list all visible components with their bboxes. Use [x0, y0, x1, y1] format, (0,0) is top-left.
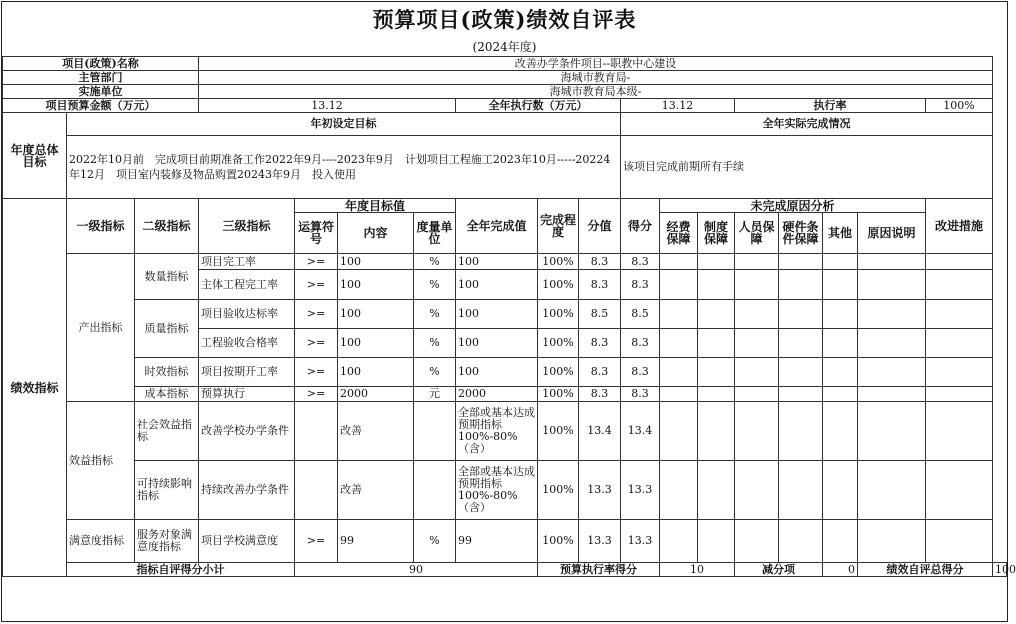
subtotal-value: 90 [295, 563, 538, 577]
l2-social: 社会效益指标 [135, 402, 199, 461]
score-cell: 8.3 [621, 358, 660, 387]
content-cell: 100 [338, 300, 414, 329]
l3-cell: 持续改善办学条件 [199, 461, 295, 520]
info-row-budget [3, 99, 1007, 113]
degree-cell: 100% [538, 358, 579, 387]
unit-cell: % [414, 270, 456, 300]
score-cell: 13.3 [621, 461, 660, 520]
degree-cell: 100% [538, 461, 579, 520]
hdr-content: 内容 [338, 213, 414, 254]
unit-cell: % [414, 520, 456, 563]
op-cell [295, 402, 338, 461]
subtotal-label: 指标自评得分小计 [67, 563, 295, 577]
weight-cell: 13.3 [579, 461, 621, 520]
hdr-r1: 经费保障 [660, 213, 698, 254]
content-cell: 100 [338, 358, 414, 387]
done-cell: 100 [456, 300, 538, 329]
l1-output: 产出指标 [67, 254, 135, 402]
hdr-unit: 度量单位 [414, 213, 456, 254]
score-cell: 13.3 [621, 520, 660, 563]
score-cell: 8.3 [621, 254, 660, 270]
op-cell: >= [295, 270, 338, 300]
l3-cell: 项目验收达标率 [199, 300, 295, 329]
content-cell: 改善 [338, 402, 414, 461]
total-label: 绩效自评总得分 [858, 563, 993, 577]
hdr-r5: 其他 [823, 213, 858, 254]
deduct-value: 0 [823, 563, 858, 577]
content-cell: 100 [338, 329, 414, 358]
weight-cell: 8.3 [579, 329, 621, 358]
info-row-unit [3, 85, 1007, 99]
l1-satisfaction: 满意度指标 [67, 520, 135, 563]
op-cell: >= [295, 358, 338, 387]
evaluation-table [2, 56, 1016, 577]
done-cell: 100 [456, 270, 538, 300]
done-cell: 2000 [456, 387, 538, 402]
l2-sustain: 可持续影响指标 [135, 461, 199, 520]
goal-header-row [3, 113, 1007, 136]
goal-label: 年度总体目标 [3, 113, 67, 199]
hdr-r3: 人员保障 [735, 213, 779, 254]
hdr-reason-group: 未完成原因分析 [660, 199, 926, 213]
budget-label: 项目预算金额（万元） [3, 99, 199, 113]
table-row [3, 387, 1007, 402]
l3-cell: 主体工程完工率 [199, 270, 295, 300]
doc-title: 预算项目(政策)绩效自评表 [372, 7, 637, 32]
done-cell: 100 [456, 358, 538, 387]
total-value: 100 [993, 563, 1007, 577]
degree-cell: 100% [538, 254, 579, 270]
hdr-degree: 完成程度 [538, 199, 579, 254]
score-cell: 13.4 [621, 402, 660, 461]
table-row [3, 520, 1007, 563]
op-cell: >= [295, 254, 338, 270]
deduct-label: 减分项 [735, 563, 823, 577]
weight-cell: 8.3 [579, 254, 621, 270]
hdr-score: 得分 [621, 199, 660, 254]
weight-cell: 8.5 [579, 300, 621, 329]
table-row [3, 461, 1007, 520]
l2-quality: 质量指标 [135, 300, 199, 358]
project-name-label: 项目(政策)名称 [3, 57, 199, 71]
unit-cell: % [414, 358, 456, 387]
perf-label: 绩效指标 [3, 199, 67, 577]
hdr-l2: 二级指标 [135, 199, 199, 254]
doc-year: (2024年度) [472, 40, 537, 54]
hdr-r4: 硬件条件保障 [779, 213, 823, 254]
done-cell: 全部或基本达成预期指标100%-80%（含） [456, 461, 538, 520]
l2-service: 服务对象满意度指标 [135, 520, 199, 563]
weight-cell: 8.3 [579, 387, 621, 402]
dept-value: 海城市教育局- [199, 71, 993, 85]
op-cell: >= [295, 329, 338, 358]
exec-score-label: 预算执行率得分 [538, 563, 660, 577]
goal-content-row [3, 136, 1007, 199]
goal-set-text: 2022年10月前 完成项目前期准备工作2022年9月----2023年9月 计划项目工程施工2023年10月-----20224年12月 项目室内装修及物品购置20243年9月 投入使用 [67, 136, 621, 199]
done-cell: 100 [456, 329, 538, 358]
score-cell: 8.3 [621, 329, 660, 358]
hdr-l1: 一级指标 [67, 199, 135, 254]
done-cell: 全部或基本达成预期指标100%-80%（含） [456, 402, 538, 461]
evaluation-sheet [1, 1, 1016, 622]
weight-cell: 13.4 [579, 402, 621, 461]
hdr-r6: 原因说明 [858, 213, 926, 254]
goal-set-header: 年初设定目标 [67, 113, 621, 136]
unit-value: 海城市教育局本级- [199, 85, 993, 99]
weight-cell: 13.3 [579, 520, 621, 563]
weight-cell: 8.3 [579, 358, 621, 387]
rate-value: 100% [926, 99, 993, 113]
info-row-dept [3, 71, 1007, 85]
dept-label: 主管部门 [3, 71, 199, 85]
table-row [3, 402, 1007, 461]
done-cell: 99 [456, 520, 538, 563]
op-cell: >= [295, 300, 338, 329]
weight-cell: 8.3 [579, 270, 621, 300]
unit-cell: % [414, 329, 456, 358]
hdr-r2: 制度保障 [698, 213, 735, 254]
l3-cell: 预算执行 [199, 387, 295, 402]
goal-actual-text: 该项目完成前期所有手续 [621, 136, 993, 199]
content-cell: 改善 [338, 461, 414, 520]
hdr-op: 运算符号 [295, 213, 338, 254]
budget-value: 13.12 [199, 99, 456, 113]
project-name-value: 改善办学条件项目--职教中心建设 [199, 57, 993, 71]
score-cell: 8.3 [621, 387, 660, 402]
content-cell: 100 [338, 270, 414, 300]
done-cell: 100 [456, 254, 538, 270]
table-row [3, 358, 1007, 387]
content-cell: 2000 [338, 387, 414, 402]
hdr-weight: 分值 [579, 199, 621, 254]
degree-cell: 100% [538, 300, 579, 329]
info-row-name [3, 57, 1007, 71]
l3-cell: 改善学校办学条件 [199, 402, 295, 461]
op-cell: >= [295, 520, 338, 563]
op-cell [295, 461, 338, 520]
table-row [3, 254, 1007, 270]
exec-value: 13.12 [621, 99, 735, 113]
unit-cell [414, 461, 456, 520]
unit-cell: 元 [414, 387, 456, 402]
unit-label: 实施单位 [3, 85, 199, 99]
score-cell: 8.5 [621, 300, 660, 329]
score-cell: 8.3 [621, 270, 660, 300]
table-row [3, 300, 1007, 329]
hdr-l3: 三级指标 [199, 199, 295, 254]
degree-cell: 100% [538, 402, 579, 461]
unit-cell: % [414, 300, 456, 329]
unit-cell [414, 402, 456, 461]
content-cell: 99 [338, 520, 414, 563]
footer-row [3, 563, 1007, 577]
degree-cell: 100% [538, 270, 579, 300]
degree-cell: 100% [538, 329, 579, 358]
goal-actual-header: 全年实际完成情况 [621, 113, 993, 136]
l2-time: 时效指标 [135, 358, 199, 387]
l2-quantity: 数量指标 [135, 254, 199, 300]
hdr-done-value: 全年完成值 [456, 199, 538, 254]
degree-cell: 100% [538, 387, 579, 402]
hdr-improve: 改进措施 [926, 199, 993, 254]
unit-cell: % [414, 254, 456, 270]
op-cell: >= [295, 387, 338, 402]
exec-score-value: 10 [660, 563, 735, 577]
l3-cell: 项目完工率 [199, 254, 295, 270]
l1-benefit: 效益指标 [67, 402, 135, 520]
l2-cost: 成本指标 [135, 387, 199, 402]
l3-cell: 工程验收合格率 [199, 329, 295, 358]
hdr-target-group: 年度目标值 [295, 199, 456, 213]
content-cell: 100 [338, 254, 414, 270]
exec-label: 全年执行数（万元） [456, 99, 621, 113]
perf-header-row-1 [3, 199, 1007, 213]
l3-cell: 项目学校满意度 [199, 520, 295, 563]
rate-label: 执行率 [735, 99, 926, 113]
l3-cell: 项目按期开工率 [199, 358, 295, 387]
degree-cell: 100% [538, 520, 579, 563]
